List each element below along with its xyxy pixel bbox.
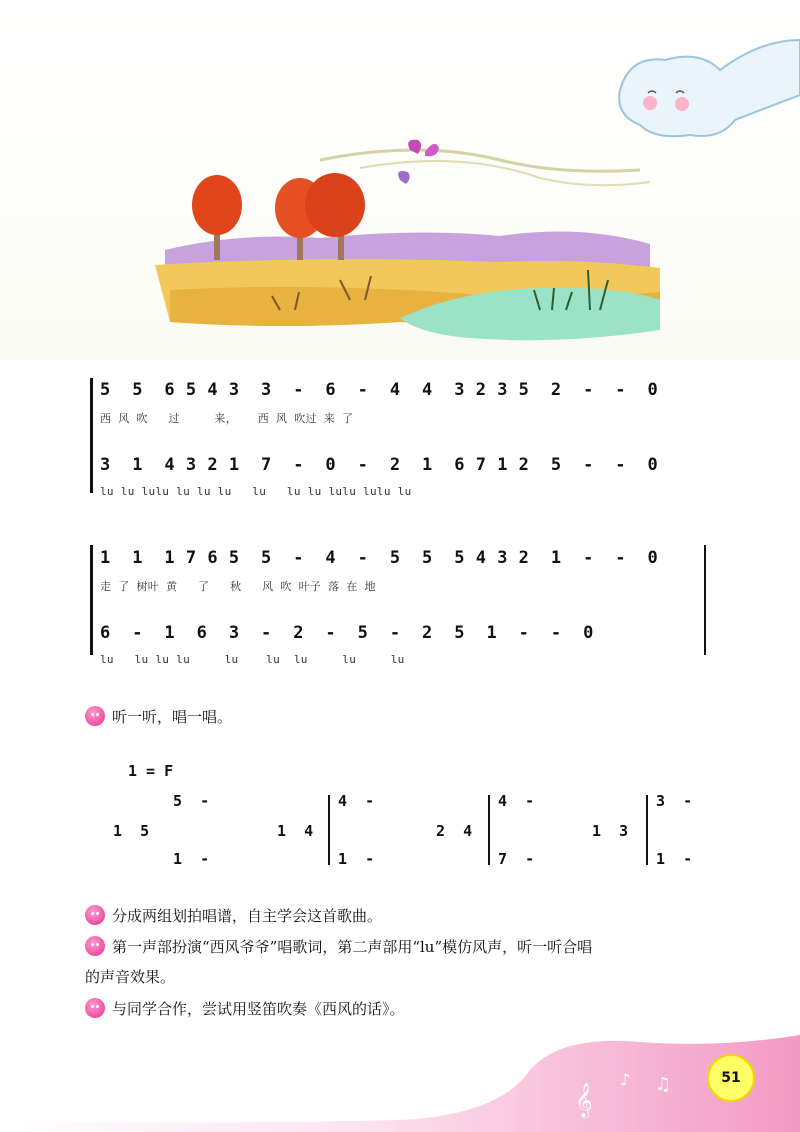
smiley-bullet-icon (85, 936, 105, 956)
exercise-chord-1-top: 5 - (173, 792, 210, 810)
autumn-landscape-illustration (0, 0, 800, 360)
chord-bracket (328, 795, 330, 865)
smiley-bullet-icon (85, 905, 105, 925)
exercise-chord-3-top: 4 - (498, 792, 535, 810)
footer-pink-wave (0, 1030, 800, 1132)
instruction-item-1: 分成两组划拍唱谱，自主学会这首歌曲。 (112, 907, 383, 925)
system-bracket (90, 378, 93, 493)
smiley-bullet-icon (85, 998, 105, 1018)
exercise-chord-4-top: 3 - (656, 792, 693, 810)
smiley-bullet-icon (85, 706, 105, 726)
score-part1-lyrics: 走 了 树叶 黄 了 秋 风 吹 叶子 落 在 地 (100, 580, 376, 593)
exercise-chord-1-bottom: 1 - (173, 850, 210, 868)
score-part1-notes: 1 1 1 7 6 5 5 - 4 - 5 5 5 4 3 2 1 - - 0 (100, 548, 659, 568)
instruction-item-3: 与同学合作，尝试用竖笛吹奏《西风的话》。 (112, 1000, 405, 1018)
exercise-chord-3-bottom: 7 - (498, 850, 535, 868)
score-part1-notes: 5 5 6 5 4 3 3 - 6 - 4 4 3 2 3 5 2 - - 0 (100, 380, 659, 400)
final-barline (704, 545, 706, 655)
exercise-chord-1-left: 1 5 (113, 822, 150, 840)
instruction-item-2: 第一声部扮演“西风爷爷”唱歌词，第二声部用“lu”模仿风声，听一听合唱 (112, 938, 593, 956)
score-part1-lyrics: 西 风 吹 过 来， 西 风 吹过 来 了 (100, 412, 354, 425)
instruction-item-2-continued: 的声音效果。 (85, 968, 176, 986)
music-note-icon: ♫ (655, 1074, 672, 1095)
exercise-chord-4-bottom: 1 - (656, 850, 693, 868)
exercise-chord-2-bottom: 1 - (338, 850, 375, 868)
exercise-chord-3-left: 2 4 (436, 822, 473, 840)
key-signature: 1 = F (128, 762, 174, 780)
exercise-chord-2-left: 1 4 (277, 822, 314, 840)
listen-sing-heading: 听一听，唱一唱。 (112, 708, 233, 726)
treble-clef-icon: 𝄞 (575, 1083, 593, 1118)
exercise-chord-4-left: 1 3 (592, 822, 629, 840)
chord-bracket (488, 795, 490, 865)
score-part2-lyrics: lu lu lulu lu lu lu lu lu lu lulu lulu lu (100, 485, 412, 498)
music-note-icon: ♪ (620, 1070, 631, 1089)
score-part2-notes: 6 - 1 6 3 - 2 - 5 - 2 5 1 - - 0 (100, 623, 594, 643)
page-number: 51 (707, 1054, 755, 1102)
chord-bracket (646, 795, 648, 865)
system-bracket (90, 545, 93, 655)
score-part2-lyrics: lu lu lu lu lu lu lu lu lu (100, 653, 405, 666)
exercise-chord-2-top: 4 - (338, 792, 375, 810)
score-part2-notes: 3 1 4 3 2 1 7 - 0 - 2 1 6 7 1 2 5 - - 0 (100, 455, 659, 475)
